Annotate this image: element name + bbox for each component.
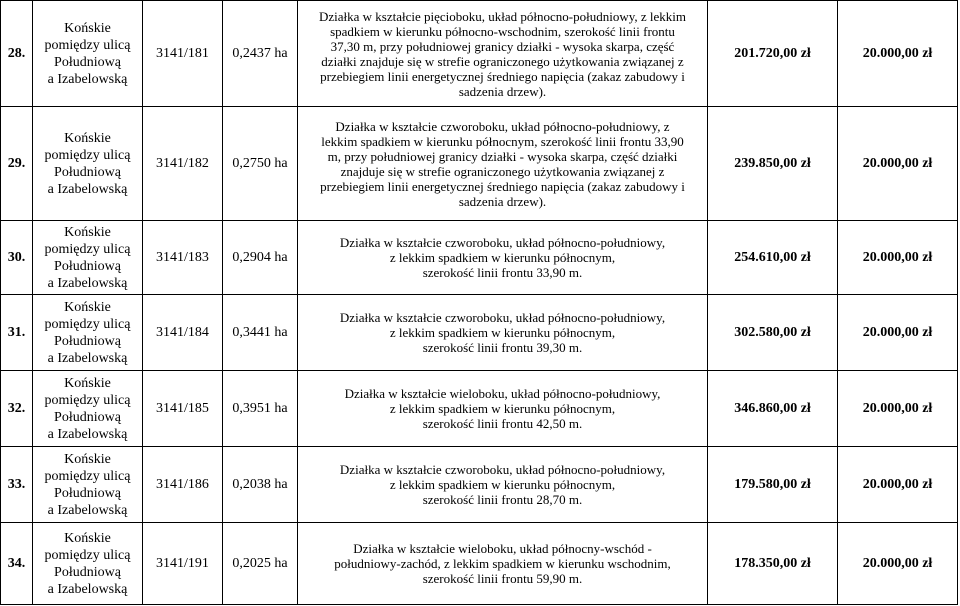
location-line: Południową bbox=[54, 164, 121, 180]
description-line: lekkim spadkiem w kierunku północnym, szerokość linii frontu 33,90 bbox=[321, 133, 684, 149]
location-line: Południową bbox=[54, 485, 121, 501]
plot-area: 0,2750 ha bbox=[223, 107, 298, 221]
location-line: Końskie bbox=[64, 130, 111, 146]
deposit-value: 20.000,00 zł bbox=[838, 107, 958, 221]
description-line: działki znajduje się w strefie ograniczonego użytkowania związanej z bbox=[321, 53, 684, 69]
description-line: Działka w kształcie wieloboku, układ północny-wschód - bbox=[353, 541, 652, 556]
row-number: 31. bbox=[1, 295, 33, 371]
description-line: szerokość linii frontu 59,90 m. bbox=[422, 571, 583, 586]
description-line: Działka w kształcie czworoboku, układ północno-południowy, bbox=[339, 235, 666, 250]
location-line: Końskie bbox=[64, 20, 111, 36]
deposit-value: 20.000,00 zł bbox=[838, 371, 958, 447]
location-line: Końskie bbox=[64, 375, 111, 391]
row-number: 29. bbox=[1, 107, 33, 221]
description-cell bbox=[298, 107, 708, 221]
location-line: a Izabelowską bbox=[47, 275, 128, 291]
table-row bbox=[1, 1, 958, 107]
deposit-value: 20.000,00 zł bbox=[838, 221, 958, 295]
description-line: Działka w kształcie czworoboku, układ północno-południowy, bbox=[339, 310, 666, 325]
plot-number: 3141/183 bbox=[143, 221, 223, 295]
table-row bbox=[1, 295, 958, 371]
deposit-value: 20.000,00 zł bbox=[838, 523, 958, 605]
deposit-value: 20.000,00 zł bbox=[838, 1, 958, 107]
description-line: południowy-zachód, z lekkim spadkiem w kierunku wschodnim, bbox=[334, 556, 671, 571]
location-line: pomiędzy ulicą bbox=[44, 147, 131, 163]
location-line: Końskie bbox=[64, 451, 111, 467]
description-line: z lekkim spadkiem w kierunku północnym, bbox=[389, 477, 616, 492]
description-line: szerokość linii frontu 39,30 m. bbox=[422, 340, 583, 355]
description-cell bbox=[298, 221, 708, 295]
plot-number: 3141/186 bbox=[143, 447, 223, 523]
description-line: Działka w kształcie czworoboku, układ północno-południowy, z bbox=[335, 118, 670, 134]
location-line: Południową bbox=[54, 564, 121, 580]
description-cell bbox=[298, 447, 708, 523]
plot-number: 3141/181 bbox=[143, 1, 223, 107]
price-value: 302.580,00 zł bbox=[708, 295, 838, 371]
table-row bbox=[1, 371, 958, 447]
table-row bbox=[1, 107, 958, 221]
plot-area: 0,2038 ha bbox=[223, 447, 298, 523]
location-line: Końskie bbox=[64, 224, 111, 240]
price-value: 179.580,00 zł bbox=[708, 447, 838, 523]
plot-number: 3141/184 bbox=[143, 295, 223, 371]
plot-number: 3141/185 bbox=[143, 371, 223, 447]
description-line: szerokość linii frontu 33,90 m. bbox=[422, 265, 583, 280]
location-line: Południową bbox=[54, 258, 121, 274]
location-cell bbox=[33, 523, 143, 605]
table-body bbox=[1, 1, 958, 605]
location-cell bbox=[33, 107, 143, 221]
location-line: pomiędzy ulicą bbox=[44, 37, 131, 53]
plot-area: 0,3441 ha bbox=[223, 295, 298, 371]
table-row bbox=[1, 523, 958, 605]
description-line: sadzenia drzew). bbox=[458, 193, 547, 209]
description-cell bbox=[298, 523, 708, 605]
description-line: m, przy południowej granicy działki - wysoka skarpa, część działki bbox=[327, 148, 678, 164]
location-line: pomiędzy ulicą bbox=[44, 547, 131, 563]
location-line: a Izabelowską bbox=[47, 502, 128, 518]
plot-area: 0,2904 ha bbox=[223, 221, 298, 295]
location-cell bbox=[33, 221, 143, 295]
description-cell bbox=[298, 1, 708, 107]
description-line: szerokość linii frontu 28,70 m. bbox=[422, 492, 583, 507]
location-line: Południową bbox=[54, 409, 121, 425]
description-line: z lekkim spadkiem w kierunku północnym, bbox=[389, 401, 616, 416]
price-value: 346.860,00 zł bbox=[708, 371, 838, 447]
plot-area: 0,2437 ha bbox=[223, 1, 298, 107]
description-line: z lekkim spadkiem w kierunku północnym, bbox=[389, 325, 616, 340]
description-line: Działka w kształcie czworoboku, układ północno-południowy, bbox=[339, 462, 666, 477]
price-value: 201.720,00 zł bbox=[708, 1, 838, 107]
row-number: 33. bbox=[1, 447, 33, 523]
price-value: 178.350,00 zł bbox=[708, 523, 838, 605]
description-line: sadzenia drzew). bbox=[458, 83, 547, 99]
location-line: a Izabelowską bbox=[47, 581, 128, 597]
location-line: pomiędzy ulicą bbox=[44, 316, 131, 332]
location-line: Końskie bbox=[64, 530, 111, 546]
location-line: Południową bbox=[54, 54, 121, 70]
deposit-value: 20.000,00 zł bbox=[838, 295, 958, 371]
location-cell bbox=[33, 295, 143, 371]
location-cell bbox=[33, 447, 143, 523]
description-line: Działka w kształcie wieloboku, układ północno-południowy, bbox=[344, 386, 661, 401]
row-number: 28. bbox=[1, 1, 33, 107]
description-line: znajduje się w strefie ograniczonego użytkowania związanej z bbox=[340, 163, 665, 179]
table-row bbox=[1, 447, 958, 523]
location-cell bbox=[33, 1, 143, 107]
location-cell bbox=[33, 371, 143, 447]
location-line: pomiędzy ulicą bbox=[44, 241, 131, 257]
location-line: a Izabelowską bbox=[47, 181, 128, 197]
plot-number: 3141/182 bbox=[143, 107, 223, 221]
location-line: a Izabelowską bbox=[47, 426, 128, 442]
description-cell bbox=[298, 371, 708, 447]
location-line: Końskie bbox=[64, 299, 111, 315]
location-line: pomiędzy ulicą bbox=[44, 468, 131, 484]
plot-area: 0,3951 ha bbox=[223, 371, 298, 447]
location-line: Południową bbox=[54, 333, 121, 349]
row-number: 30. bbox=[1, 221, 33, 295]
description-cell bbox=[298, 295, 708, 371]
location-line: a Izabelowską bbox=[47, 350, 128, 366]
description-line: z lekkim spadkiem w kierunku północnym, bbox=[389, 250, 616, 265]
price-value: 254.610,00 zł bbox=[708, 221, 838, 295]
description-line: 37,30 m, przy południowej granicy działki - wysoka skarpa, część bbox=[330, 38, 675, 54]
deposit-value: 20.000,00 zł bbox=[838, 447, 958, 523]
description-line: przebiegiem linii energetycznej średniego napięcia (zakaz zabudowy i bbox=[320, 68, 685, 84]
row-number: 34. bbox=[1, 523, 33, 605]
price-value: 239.850,00 zł bbox=[708, 107, 838, 221]
plot-area: 0,2025 ha bbox=[223, 523, 298, 605]
description-line: Działka w kształcie pięcioboku, układ północno-południowy, z lekkim bbox=[318, 8, 687, 24]
description-line: spadkiem w kierunku północno-wschodnim, szerokość linii frontu bbox=[330, 23, 675, 39]
plot-number: 3141/191 bbox=[143, 523, 223, 605]
location-line: a Izabelowską bbox=[47, 71, 128, 87]
description-line: szerokość linii frontu 42,50 m. bbox=[422, 416, 583, 431]
location-line: pomiędzy ulicą bbox=[44, 392, 131, 408]
table-row bbox=[1, 221, 958, 295]
description-line: przebiegiem linii energetycznej średniego napięcia (zakaz zabudowy i bbox=[320, 178, 685, 194]
row-number: 32. bbox=[1, 371, 33, 447]
